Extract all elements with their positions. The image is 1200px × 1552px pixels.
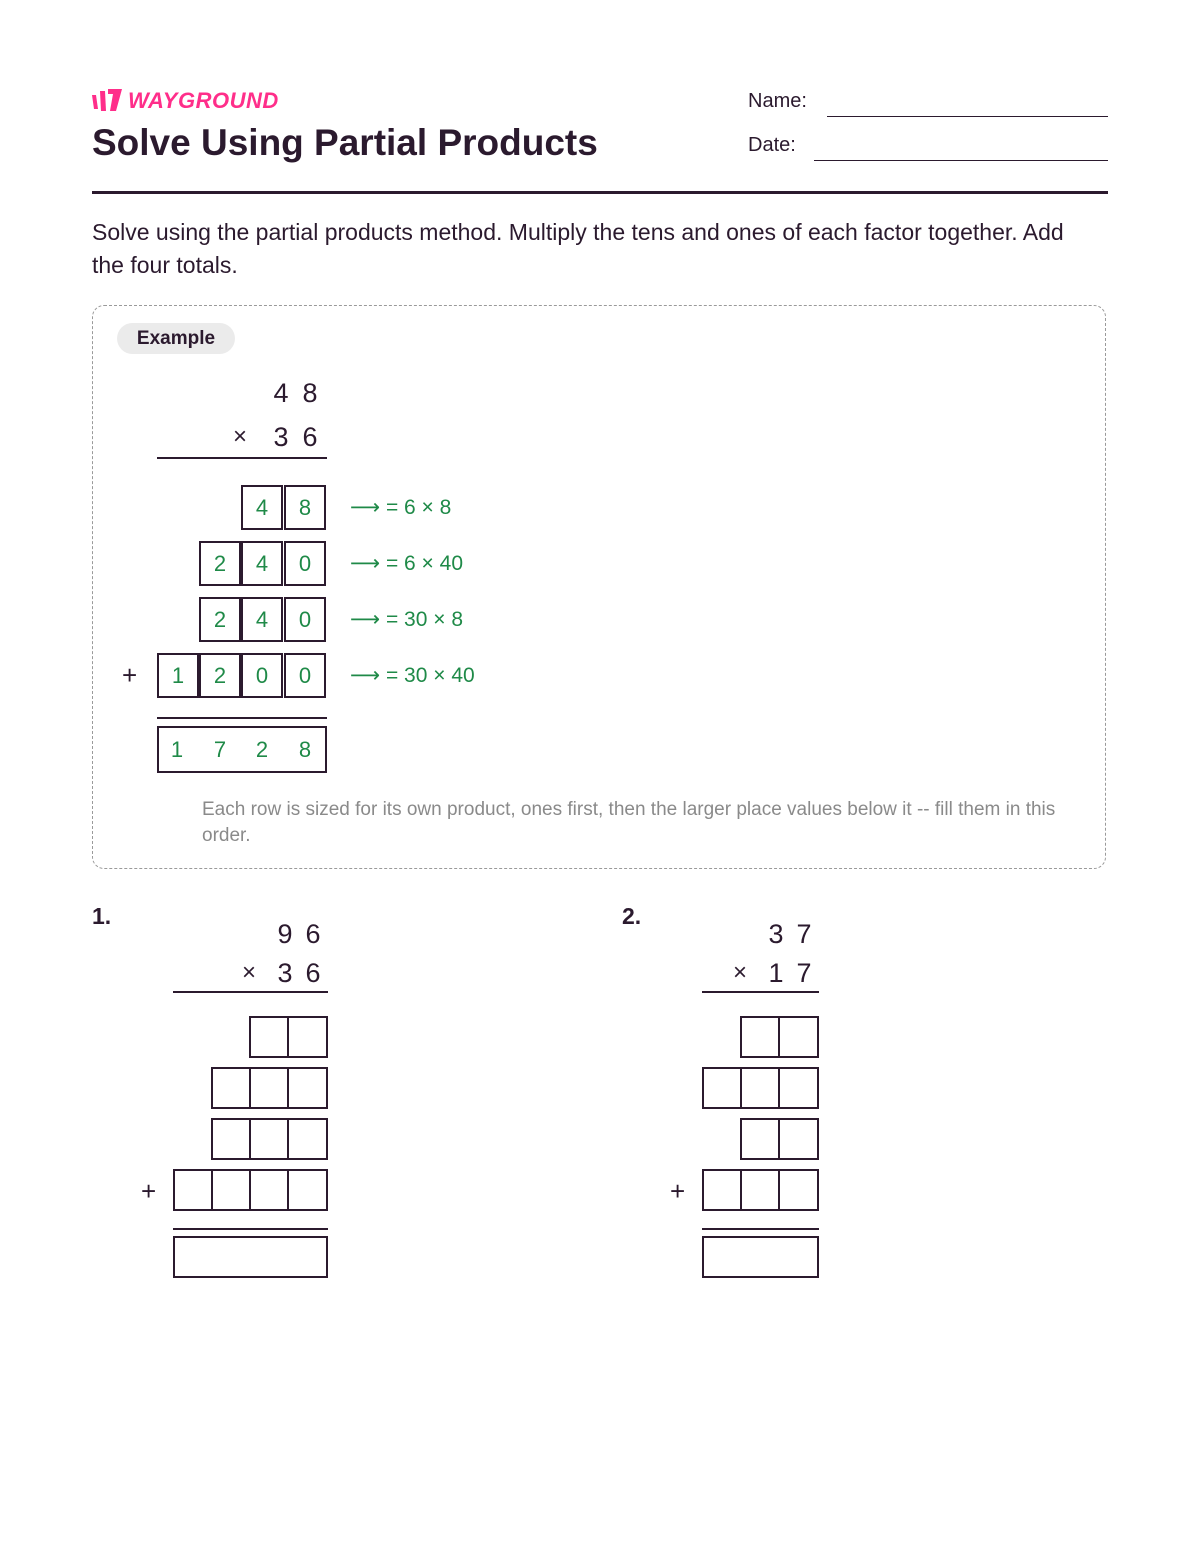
answer-cell[interactable] (249, 1118, 289, 1160)
answer-cell[interactable] (249, 1067, 289, 1109)
instructions: Solve using the partial products method. Multiply the tens and ones of each factor together. Add the four totals. (92, 219, 1064, 278)
problem-times-sign: × (242, 959, 257, 986)
example-cell: 0 (284, 597, 326, 642)
answer-cell[interactable] (740, 1016, 780, 1058)
example-times-sign: × (233, 423, 248, 450)
example-cell: 8 (284, 485, 326, 530)
brand-logo (92, 86, 279, 116)
total-answer-box[interactable] (702, 1236, 819, 1278)
answer-cell[interactable] (287, 1016, 328, 1058)
answer-cell[interactable] (740, 1169, 780, 1211)
answer-cell[interactable] (287, 1067, 328, 1109)
answer-cell[interactable] (211, 1067, 251, 1109)
problem-bottom-digit: 3 (277, 958, 293, 988)
example-annotation: ⟶ = 6 × 8 (350, 496, 452, 519)
example-top-digit: 8 (302, 378, 318, 408)
answer-cell[interactable] (287, 1118, 328, 1160)
answer-cell[interactable] (778, 1067, 819, 1109)
problem-number: 2. (622, 903, 642, 929)
date-label: Date: (748, 134, 796, 156)
problem-bottom-digit: 6 (305, 958, 321, 988)
problem-bottom-digit: 1 (768, 958, 784, 988)
name-label: Name: (748, 90, 807, 112)
problem-plus-sign: + (141, 1176, 157, 1206)
problem-top-digit: 3 (768, 919, 784, 949)
problem-sum-rule (173, 1228, 328, 1230)
example-cell: 4 (241, 541, 283, 586)
example-cell: 2 (199, 541, 241, 586)
name-field[interactable] (827, 116, 1108, 117)
answer-cell[interactable] (702, 1169, 742, 1211)
answer-cell[interactable] (702, 1067, 742, 1109)
example-cell: 4 (241, 485, 283, 530)
wayground-logo-icon (92, 89, 124, 113)
example-bottom-digit: 3 (273, 422, 289, 452)
example-cell: 0 (284, 653, 326, 698)
problem-plus-sign: + (670, 1176, 686, 1206)
example-annotation: ⟶ = 6 × 40 (350, 552, 464, 575)
example-total-digit: 8 (298, 737, 312, 762)
example-cell: 2 (199, 597, 241, 642)
answer-cell[interactable] (287, 1169, 328, 1211)
example-annotation: ⟶ = 30 × 40 (350, 664, 475, 687)
example-annotation: ⟶ = 30 × 8 (350, 608, 464, 631)
answer-cell[interactable] (778, 1118, 819, 1160)
header-divider (92, 191, 1108, 194)
answer-cell[interactable] (778, 1016, 819, 1058)
brand-name: WAYGROUND (128, 88, 279, 113)
problem-factor-rule (173, 991, 328, 993)
answer-cell[interactable] (211, 1169, 251, 1211)
example-label: Example (117, 323, 235, 354)
problem-top-digit: 7 (796, 919, 812, 949)
example-total-digit: 1 (170, 737, 184, 762)
example-note: Each row is sized for its own product, ones first, then the larger place values below it -- fill them in this order. (202, 799, 1056, 846)
problem-top-digit: 6 (305, 919, 321, 949)
answer-cell[interactable] (740, 1118, 780, 1160)
answer-cell[interactable] (778, 1169, 819, 1211)
answer-cell[interactable] (249, 1016, 289, 1058)
example-cell: 2 (199, 653, 241, 698)
example-total-digit: 7 (213, 737, 227, 762)
problem-sum-rule (702, 1228, 819, 1230)
example-cell: 0 (241, 653, 283, 698)
example-box (92, 305, 1106, 869)
date-field[interactable] (814, 160, 1108, 161)
example-cell: 0 (284, 541, 326, 586)
problem-factor-rule (702, 991, 819, 993)
problem-number: 1. (92, 903, 112, 929)
total-answer-box[interactable] (173, 1236, 328, 1278)
example-top-digit: 4 (273, 378, 289, 408)
problem-top-digit: 9 (277, 919, 293, 949)
page-title: Solve Using Partial Products (92, 122, 598, 163)
example-factor-rule (157, 457, 327, 459)
example-cell: 4 (241, 597, 283, 642)
problem-bottom-digit: 7 (796, 958, 812, 988)
example-sum-rule (157, 717, 327, 719)
answer-cell[interactable] (740, 1067, 780, 1109)
example-cell: 1 (157, 653, 199, 698)
problem-times-sign: × (733, 959, 748, 986)
answer-cell[interactable] (211, 1118, 251, 1160)
example-bottom-digit: 6 (302, 422, 318, 452)
answer-cell[interactable] (249, 1169, 289, 1211)
example-plus-sign: + (122, 660, 138, 690)
example-total-digit: 2 (255, 737, 269, 762)
answer-cell[interactable] (173, 1169, 213, 1211)
